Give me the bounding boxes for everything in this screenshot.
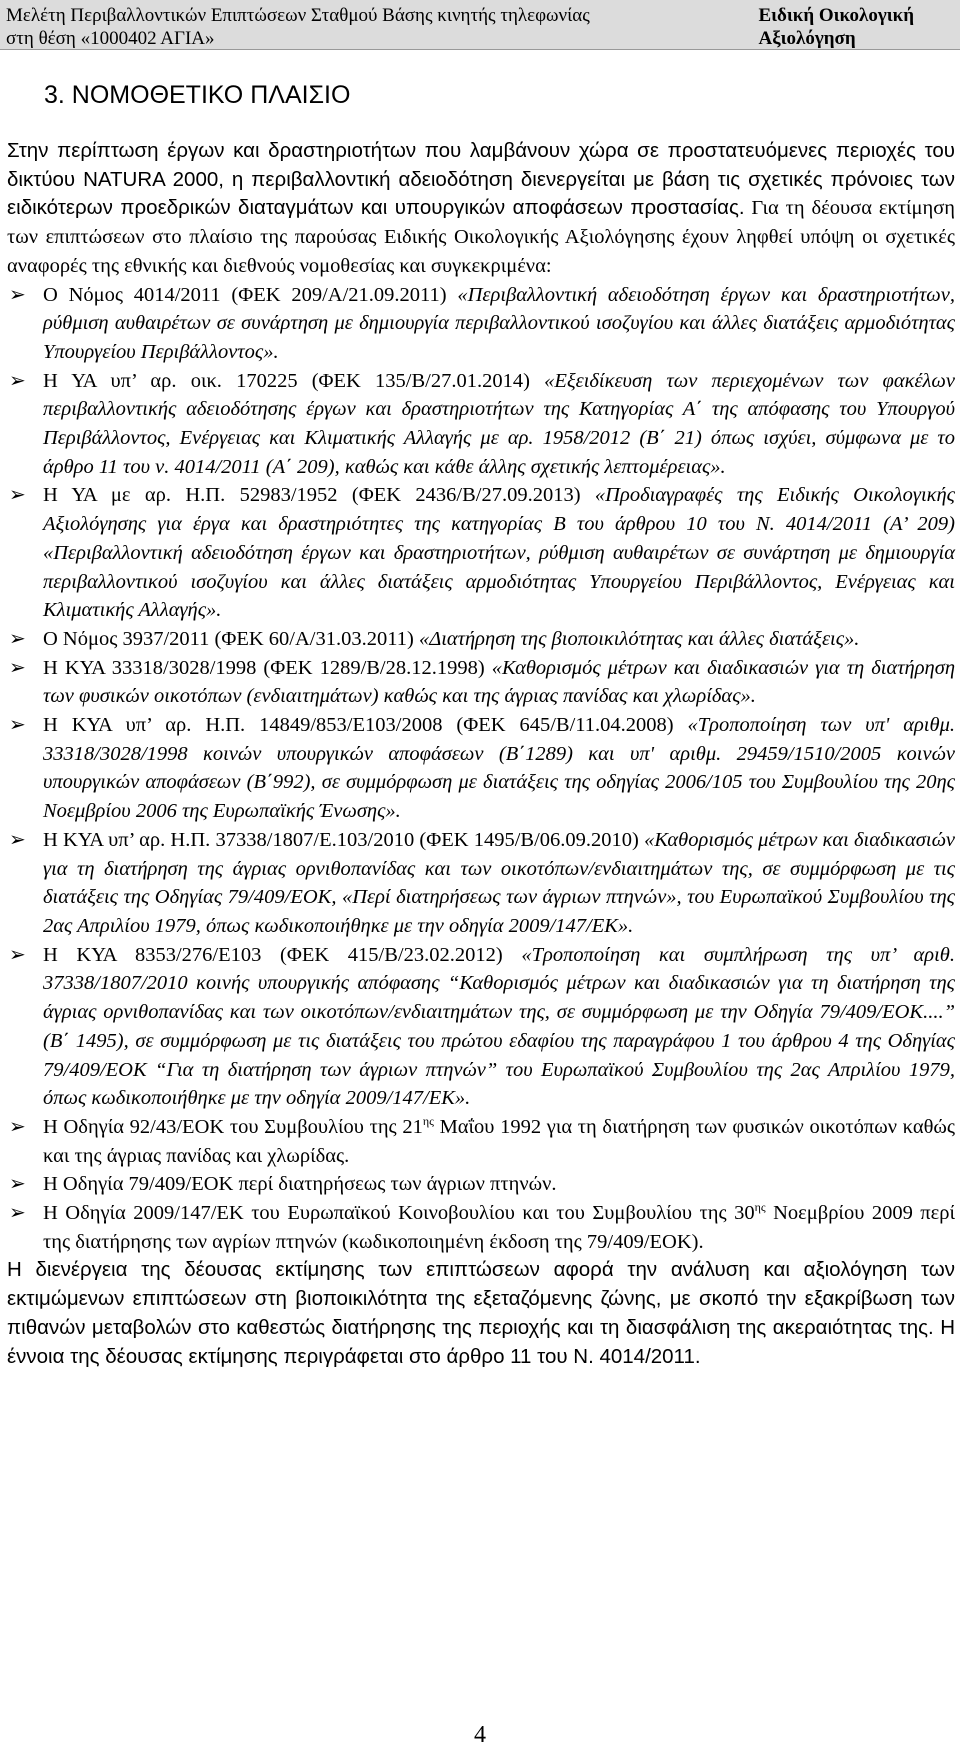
header-title-line1: Μελέτη Περιβαλλοντικών Επιπτώσεων Σταθμού Βάσης κινητής τηλεφωνίας	[6, 5, 590, 26]
legislation-reference: Η ΚΥΑ 33318/3028/1998 (ΦΕΚ 1289/Β/28.12.1998)	[43, 656, 492, 679]
legislation-reference: Ο Νόμος 4014/2011 (ΦΕΚ 209/Α/21.09.2011)	[43, 283, 458, 306]
legislation-item	[7, 1113, 955, 1170]
legislation-title: «Εξειδίκευση των περιεχομένων των φακέλων περιβαλλοντικής αδειοδότησης έργων και δραστηριοτήτων της Κατηγορίας Α΄ της απόφασης του Υπουργού Περιβάλλοντος, Ενέργειας και Κλιματικής Αλλαγής με αρ. 1958/2012 (Β΄ 21) όπως ισχύει, σύμφωνα με το άρθρο 11 του ν. 4014/2011 (Α΄ 209), καθώς και κάθε άλλης σχετικής λεπτομέρειας».	[43, 369, 955, 478]
arrow-bullet-icon: ➢	[9, 1173, 26, 1196]
document-body	[7, 137, 955, 1371]
intro-paragraph	[7, 137, 955, 281]
arrow-bullet-icon: ➢	[9, 369, 26, 392]
legislation-item	[7, 481, 955, 625]
legislation-list	[7, 281, 955, 1257]
legislation-item	[7, 1170, 955, 1199]
section-title: 3. ΝΟΜΟΘΕΤΙΚΟ ΠΛΑΙΣΙΟ	[44, 81, 351, 109]
legislation-title: «Καθορισμός μέτρων και διαδικασιών για τη διατήρηση της άγριας ορνιθοπανίδας και των οικοτόπων/ενδιαιτημάτων της, σε συμμόρφωση με τις διατάξεις της Οδηγίας 79/409/ΕΟΚ, «Περί διατηρήσεως των άγριων πτηνών», του Ευρωπαϊκού Συμβουλίου της 2ας Απριλίου 1979, όπως κωδικοποιήθηκε με την οδηγία 2009/147/ΕΚ».	[43, 828, 955, 937]
arrow-bullet-icon: ➢	[9, 1202, 26, 1225]
header-document-title	[6, 4, 590, 50]
arrow-bullet-icon: ➢	[9, 943, 26, 966]
header-section-line2: Αξιολόγηση	[758, 28, 856, 49]
legislation-title: «Τροποποίηση των υπ' αριθμ. 33318/3028/1998 κοινών υπουργικών αποφάσεων (Β΄1289) και υπ' αριθμ. 29459/1510/2005 κοινών υπουργικών αποφάσεων (Β΄992), σε συμμόρφωση με διατάξεις της οδηγίας 2006/105 του Συμβουλίου της 20ης Νοεμβρίου 2006 της Ευρωπαϊκής Ένωσης».	[43, 714, 955, 823]
intro-paragraph-part2: Για τη δέουσα εκτίμηση των επιπτώσεων στο πλαίσιο της παρούσας Ειδικής Οικολογικής Αξιολόγησης έχουν ληφθεί υπόψη οι σχετικές αναφορές της εθνικής και διεθνούς νομοθεσίας και συγκεκριμένα:	[7, 197, 956, 277]
legislation-reference: Η ΥΑ με αρ. Η.Π. 52983/1952 (ΦΕΚ 2436/Β/27.09.2013)	[43, 484, 595, 507]
legislation-reference: Ο Νόμος 3937/2011 (ΦΕΚ 60/Α/31.03.2011)	[43, 627, 419, 650]
legislation-item	[7, 367, 955, 482]
legislation-item	[7, 1199, 955, 1256]
legislation-title: «Καθορισμός μέτρων και διαδικασιών για τη διατήρηση των φυσικών οικοτόπων (ενδιαιτημάτων) καθώς και της άγριας πανίδας και χλωρίδας».	[43, 656, 955, 708]
legislation-reference: Η ΚΥΑ 8353/276/Ε103 (ΦΕΚ 415/Β/23.02.2012)	[43, 943, 522, 966]
legislation-title: «Περιβαλλοντική αδειοδότηση έργων και δραστηριοτήτων, ρύθμιση αυθαιρέτων σε συνάρτηση με δημιουργία περιβαλλοντικού ισοζυγίου και άλλες διατάξεις αρμοδιότητας Υπουργείου Περιβάλλοντος».	[43, 283, 955, 363]
arrow-bullet-icon: ➢	[9, 1115, 26, 1138]
ordinal-suffix: ης	[422, 1114, 434, 1129]
ordinal-suffix: ης	[754, 1200, 766, 1215]
header-section-label	[758, 4, 914, 50]
arrow-bullet-icon: ➢	[9, 714, 26, 737]
legislation-item	[7, 281, 955, 367]
legislation-reference: Η Οδηγία 92/43/ΕΟΚ του Συμβουλίου της 21	[43, 1115, 423, 1138]
arrow-bullet-icon: ➢	[9, 484, 26, 507]
legislation-title: «Τροποποίηση και συμπλήρωση της υπ’ αριθ. 37338/1807/2010 κοινής υπουργικής απόφασης “Καθορισμός μέτρων και διαδικασιών για τη διατήρηση της άγριας ορνιθοπανίδας και των οικοτόπων/ενδιαιτημάτων της, σε συμμόρφωση με την Οδηγία 79/409/ΕΟΚ....” (Β΄ 1495), σε συμμόρφωση με τις διατάξεις του πρώτου εδαφίου της παραγράφου 1 του άρθρου 4 της Οδηγίας 79/409/ΕΟΚ “Για τη διατήρηση των άγριων πτηνών” του Ευρωπαϊκού Συμβουλίου της 2ας Απριλίου 1979, όπως κωδικοποιήθηκε με την οδηγία 2009/147/ΕΚ».	[43, 943, 955, 1110]
legislation-reference: Η ΚΥΑ υπ’ αρ. Η.Π. 37338/1807/Ε.103/2010 (ΦΕΚ 1495/Β/06.09.2010)	[43, 828, 645, 851]
header-title-line2: στη θέση «1000402 ΑΓΙΑ»	[6, 28, 215, 49]
legislation-item	[7, 711, 955, 826]
page-number: 4	[474, 1722, 486, 1748]
legislation-item	[7, 654, 955, 711]
legislation-title: «Διατήρηση της βιοποικιλότητας και άλλες διατάξεις».	[418, 627, 860, 650]
legislation-reference: Η ΚΥΑ υπ’ αρ. Η.Π. 14849/853/Ε103/2008 (ΦΕΚ 645/Β/11.04.2008)	[43, 714, 688, 737]
arrow-bullet-icon: ➢	[9, 627, 26, 650]
arrow-bullet-icon: ➢	[9, 656, 26, 679]
legislation-item	[7, 826, 955, 941]
legislation-reference-cont: Νοεμβρίου 2009 περί της διατήρησης των αγρίων πτηνών (κωδικοποιημένη έκδοση της 79/409/ΕΟΚ).	[43, 1202, 956, 1253]
legislation-reference: Η Οδηγία 79/409/ΕΟΚ περί διατηρήσεως των άγριων πτηνών.	[43, 1173, 557, 1196]
header-section-line1: Ειδική Οικολογική	[758, 5, 914, 26]
legislation-item	[7, 941, 955, 1113]
page-header	[0, 0, 960, 50]
legislation-item	[7, 625, 955, 654]
arrow-bullet-icon: ➢	[9, 828, 26, 851]
legislation-title: «Προδιαγραφές της Ειδικής Οικολογικής Αξιολόγησης για έργα και δραστηριότητες της κατηγορίας Β του άρθρου 10 του Ν. 4014/2011 (Α’ 209) «Περιβαλλοντική αδειοδότηση έργων και δραστηριοτήτων, ρύθμιση αυθαιρέτων σε συνάρτηση με δημιουργία περιβαλλοντικού ισοζυγίου και άλλες διατάξεις αρμοδιότητας Υπουργείου Περιβάλλοντος, Ενέργειας και Κλιματικής Αλλαγής».	[43, 484, 955, 622]
intro-paragraph-part1: Στην περίπτωση έργων και δραστηριοτήτων που λαμβάνουν χώρα σε προστατευόμενες περιοχές του δικτύου NATURA 2000, η περιβαλλοντική αδειοδότηση διενεργείται με βάση τις σχετικές πρόνοιες των ειδικότερων προεδρικών διαταγμάτων και υπουργικών αποφάσεων προστασίας.	[7, 139, 955, 220]
arrow-bullet-icon: ➢	[9, 283, 26, 306]
legislation-reference: Η ΥΑ υπ’ αρ. οικ. 170225 (ΦΕΚ 135/Β/27.01.2014)	[43, 369, 545, 392]
closing-paragraph: Η διενέργεια της δέουσας εκτίμησης των επιπτώσεων αφορά την ανάλυση και αξιολόγηση των εκτιμώμενων επιπτώσεων στη βιοποικιλότητα της εξεταζόμενης ζώνης, με σκοπό την εξακρίβωση των πιθανών μεταβολών στο καθεστώς διατήρησης της περιοχής και τη διασφάλιση της ακεραιότητας της. Η έννοια της δέουσας εκτίμησης περιγράφεται στο άρθρο 11 του Ν. 4014/2011.	[7, 1258, 955, 1368]
legislation-reference-cont: Μαΐου 1992 για τη διατήρηση των φυσικών οικοτόπων καθώς και της άγριας πανίδας και χλωρίδας.	[43, 1115, 955, 1167]
legislation-reference: Η Οδηγία 2009/147/ΕΚ του Ευρωπαϊκού Κοινοβουλίου και του Συμβουλίου της 30	[43, 1202, 755, 1225]
